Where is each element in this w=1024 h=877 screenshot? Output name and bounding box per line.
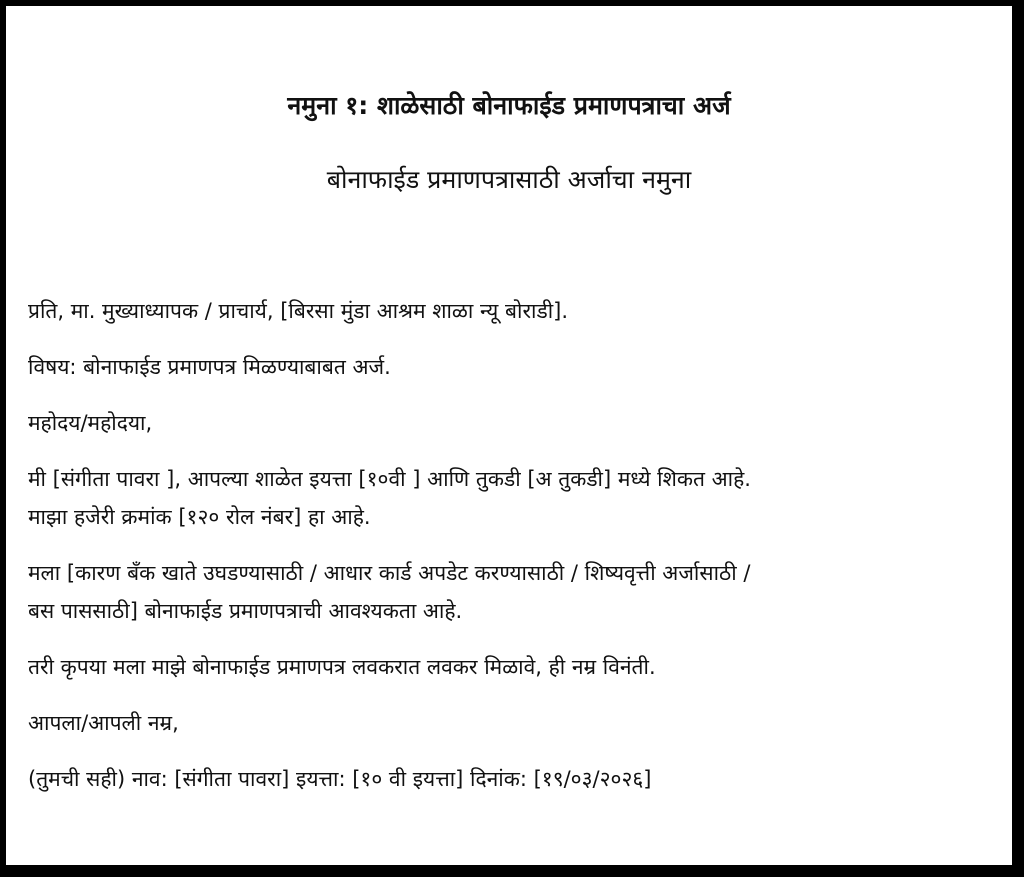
reason-paragraph (28, 554, 1002, 630)
document-title: नमुना १: शाळेसाठी बोनाफाईड प्रमाणपत्राचा अर्ज (287, 91, 731, 120)
reason-line-2: बस पाससाठी] बोनाफाईड प्रमाणपत्राची आवश्यकता आहे. (28, 599, 463, 623)
intro-line-1: मी [संगीता पावरा ], आपल्या शाळेत इयत्ता [१०वी ] आणि तुकडी [अ तुकडी] मध्ये शिकत आहे. (28, 467, 751, 491)
subject-line: विषय: बोनाफाईड प्रमाणपत्र मिळण्याबाबत अर्ज. (28, 355, 391, 379)
letter-body (28, 292, 1002, 816)
closing-line: आपला/आपली नम्र, (28, 711, 179, 735)
document-page (6, 6, 1012, 865)
intro-line-2: माझा हजेरी क्रमांक [१२० रोल नंबर] हा आहे. (28, 505, 371, 529)
signature-line: (तुमची सही) नाव: [संगीता पावरा] इयत्ता: [१० वी इयत्ता] दिनांक: [१९/०३/२०२६] (28, 767, 652, 791)
document-subtitle: बोनाफाईड प्रमाणपत्रासाठी अर्जाचा नमुना (326, 165, 692, 194)
intro-paragraph (28, 460, 1002, 536)
salutation-line: महोदय/महोदया, (28, 411, 153, 435)
request-line: तरी कृपया मला माझे बोनाफाईड प्रमाणपत्र लवकरात लवकर मिळावे, ही नम्र विनंती. (28, 655, 656, 679)
reason-line-1: मला [कारण बँक खाते उघडण्यासाठी / आधार कार्ड अपडेट करण्यासाठी / शिष्यवृत्ती अर्जासाठी / (28, 561, 751, 585)
recipient-line: प्रति, मा. मुख्याध्यापक / प्राचार्य, [बिरसा मुंडा आश्रम शाळा न्यू बोराडी]. (28, 299, 569, 323)
